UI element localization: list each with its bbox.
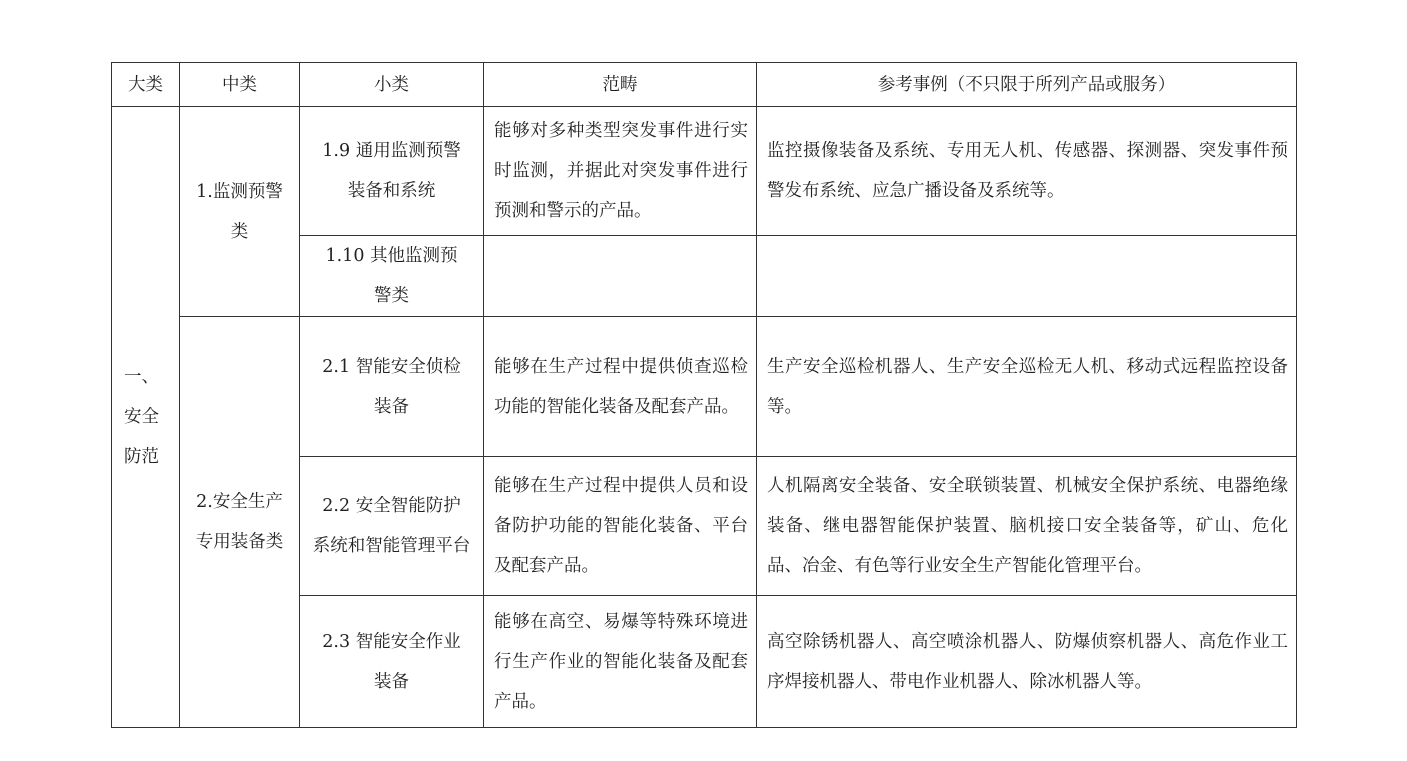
scope-cell (484, 236, 757, 317)
header-mid-category: 中类 (180, 63, 300, 107)
mid-category-line: 1.监测预警 (196, 181, 283, 202)
scope-cell: 能够在生产过程中提供人员和设备防护功能的智能化装备、平台及配套产品。 (484, 457, 757, 596)
minor-category-line: 装备 (374, 671, 409, 692)
minor-category-line: 2.1 智能安全侦检 (322, 356, 461, 377)
examples-cell: 高空除锈机器人、高空喷涂机器人、防爆侦察机器人、高危作业工序焊接机器人、带电作业机器人、除冰机器人等。 (757, 596, 1297, 728)
minor-category-line: 装备 (374, 396, 409, 417)
minor-category-cell (300, 457, 484, 596)
header-examples: 参考事例（不只限于所列产品或服务） (757, 63, 1297, 107)
mid-category-cell (180, 107, 300, 317)
minor-category-line: 装备和系统 (347, 181, 436, 201)
minor-category-line: 警类 (374, 286, 409, 306)
examples-cell: 监控摄像装备及系统、专用无人机、传感器、探测器、突发事件预警发布系统、应急广播设备及系统等。 (757, 107, 1297, 236)
major-category-line: 安全 (124, 407, 159, 427)
table-row (112, 107, 1297, 236)
minor-category-line: 1.10 其他监测预 (325, 246, 458, 266)
examples-cell: 人机隔离安全装备、安全联锁装置、机械安全保护系统、电器绝缘装备、继电器智能保护装置、脑机接口安全装备等，矿山、危化品、冶金、有色等行业安全生产智能化管理平台。 (757, 457, 1297, 596)
minor-category-cell (300, 107, 484, 236)
minor-category-cell (300, 236, 484, 317)
mid-category-cell (180, 317, 300, 728)
major-category-line: 一、 (124, 367, 159, 387)
examples-cell: 生产安全巡检机器人、生产安全巡检无人机、移动式远程监控设备等。 (757, 317, 1297, 457)
scope-cell: 能够对多种类型突发事件进行实时监测，并据此对突发事件进行预测和警示的产品。 (484, 107, 757, 236)
header-minor-category: 小类 (300, 63, 484, 107)
examples-cell (757, 236, 1297, 317)
minor-category-line: 1.9 通用监测预警 (322, 141, 461, 161)
minor-category-line: 2.3 智能安全作业 (322, 631, 461, 652)
table-row (112, 317, 1297, 457)
mid-category-line: 类 (230, 221, 249, 242)
mid-category-line: 专用装备类 (195, 532, 284, 552)
minor-category-line: 2.2 安全智能防护 (322, 496, 461, 516)
scope-cell: 能够在高空、易爆等特殊环境进行生产作业的智能化装备及配套产品。 (484, 596, 757, 728)
minor-category-cell (300, 317, 484, 457)
minor-category-cell (300, 596, 484, 728)
major-category-cell (112, 107, 180, 728)
header-scope: 范畴 (484, 63, 757, 107)
header-major-category: 大类 (112, 63, 180, 107)
category-table (111, 62, 1297, 728)
minor-category-line: 系统和智能管理平台 (312, 536, 471, 556)
table-header-row (112, 63, 1297, 107)
mid-category-line: 2.安全生产 (196, 492, 283, 512)
major-category-line: 防范 (124, 447, 159, 467)
scope-cell: 能够在生产过程中提供侦查巡检功能的智能化装备及配套产品。 (484, 317, 757, 457)
